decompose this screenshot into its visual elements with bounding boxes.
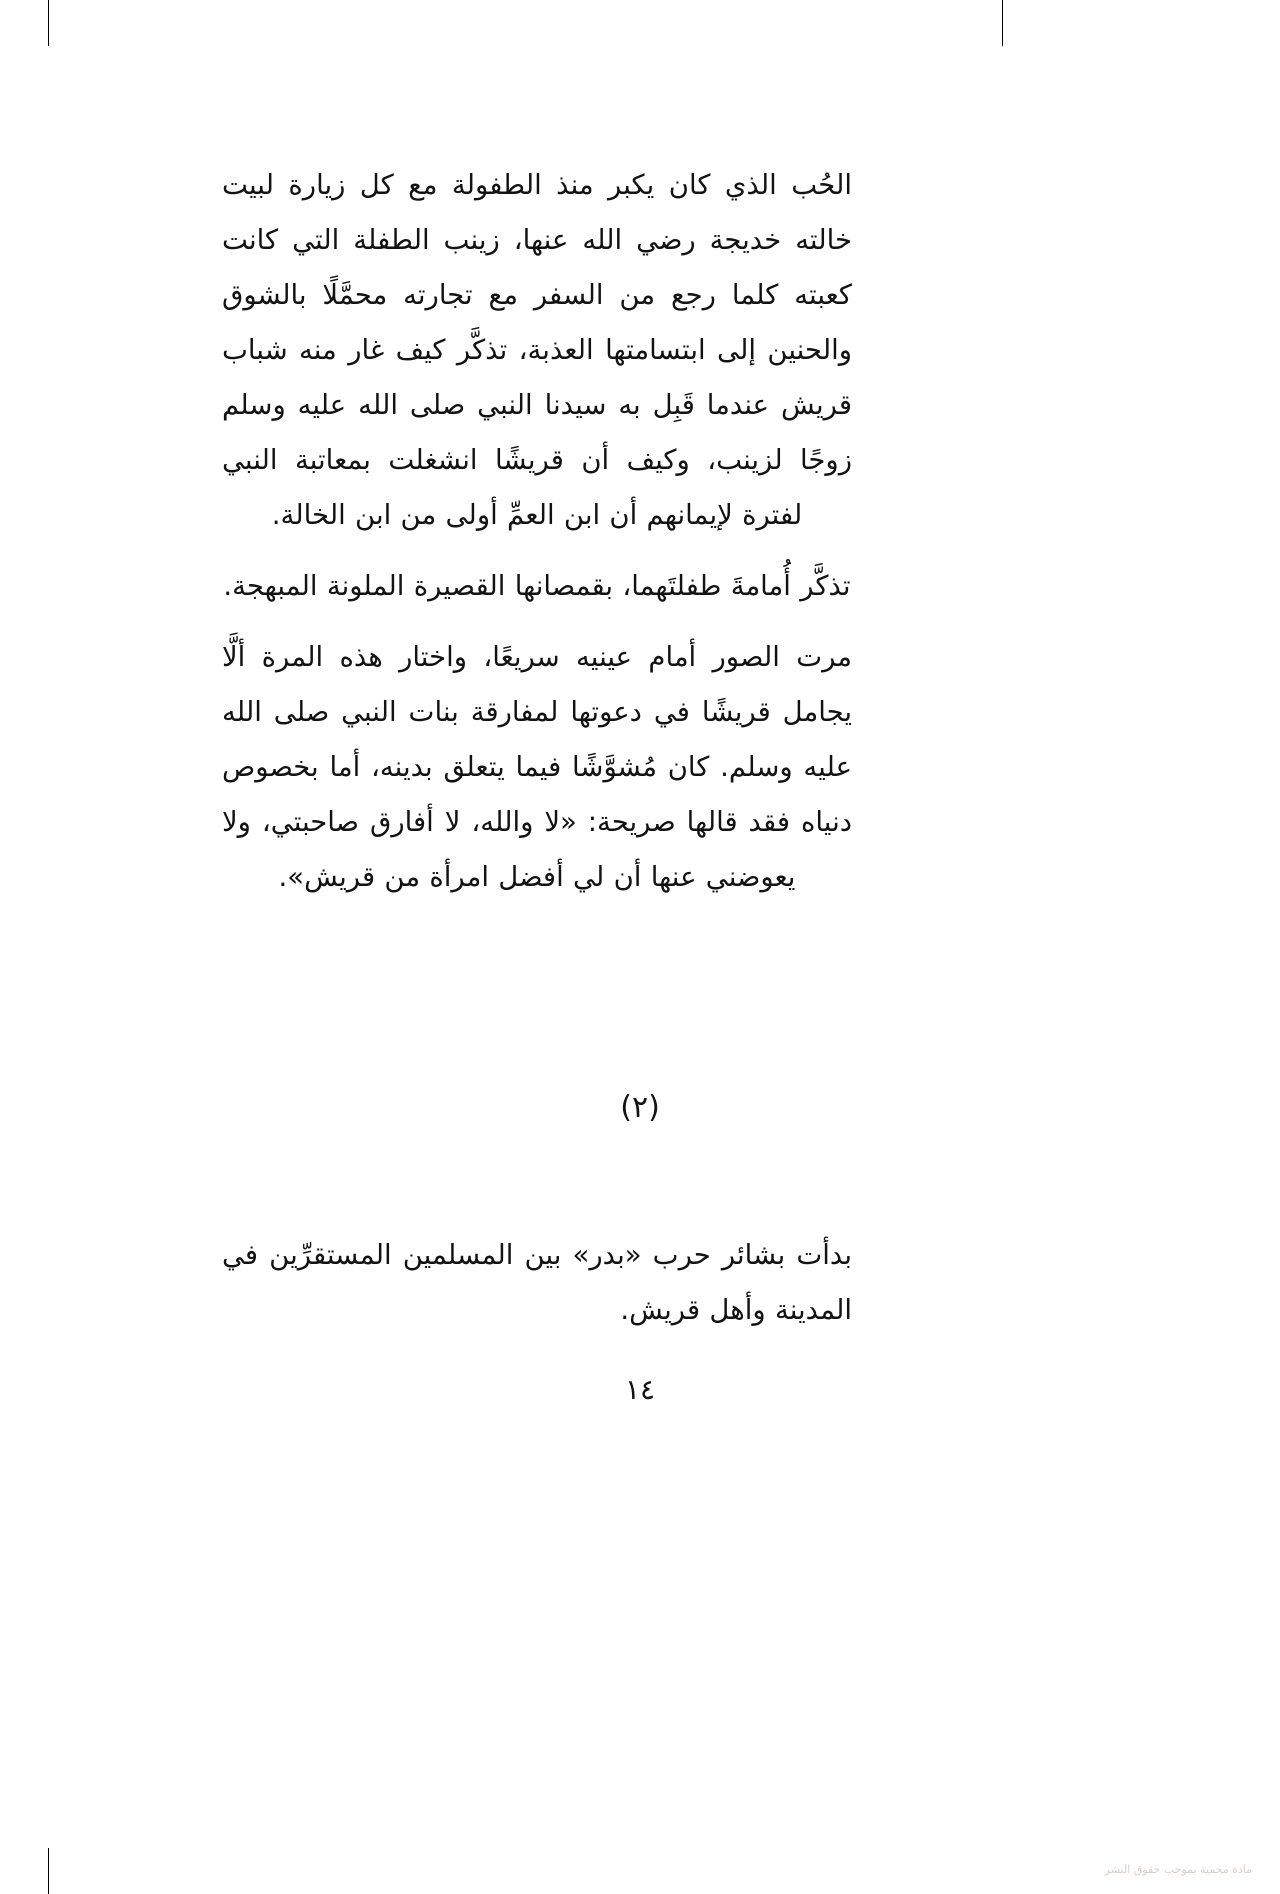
section-marker: (٢)	[620, 1090, 660, 1125]
page-number: ١٤	[624, 1373, 656, 1406]
paragraph-2: تذكَّر أُمامةَ طفلتَهما، بقمصانها القصيرة الملونة المبهجة.	[223, 570, 851, 602]
body-text-column	[222, 158, 852, 905]
paragraph-3: مرت الصور أمام عينيه سريعًا، واختار هذه المرة ألَّا يجامل قريشًا في دعوتها لمفارقة بنات النبي صلى الله عليه وسلم. كان مُشوَّشًا فيما يتعلق بدينه، أما بخصوص دنياه فقد قالها صريحة: «لا والله، لا أفارق صاحبتي، ولا يعوضني عنها أن لي أفضل امرأة من قريش».	[222, 641, 852, 893]
paragraph-1: الحُب الذي كان يكبر منذ الطفولة مع كل زيارة لبيت خالته خديجة رضي الله عنها، زينب الطفلة التي كانت كعبته كلما رجع من السفر مع تجارته محمَّلًا بالشوق والحنين إلى ابتسامتها العذبة، تذكَّر كيف غار منه شباب قريش عندما قَبِل به سيدنا النبي صلى الله عليه وسلم زوجًا لزينب، وكيف أن قريشًا انشغلت بمعاتبة النبي لفترة لإيمانهم أن ابن العمِّ أولى من ابن الخالة.	[222, 169, 852, 531]
section-paragraph-1: بدأت بشائر حرب «بدر» بين المسلمين المستقرِّين في المدينة وأهل قريش.	[222, 1239, 852, 1326]
copyright-watermark: مادة محمية بموجب حقوق النشر	[1104, 1863, 1252, 1876]
section-text-column	[222, 1228, 852, 1338]
